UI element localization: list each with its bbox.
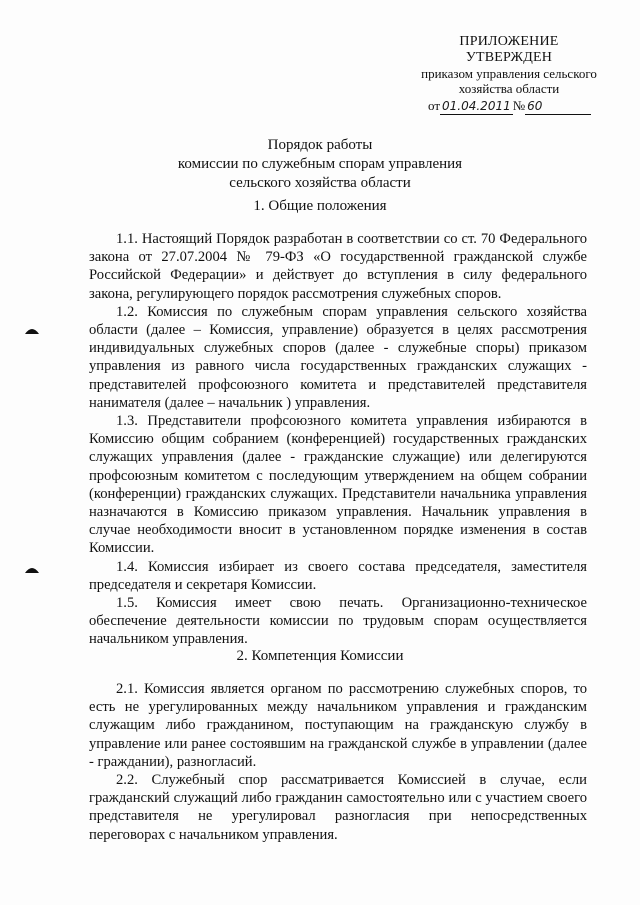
punch-hole-mark-lower	[25, 565, 39, 574]
approval-date-number	[404, 98, 614, 115]
section-2-body	[89, 680, 587, 844]
paragraph-1-4: 1.4. Комиссия избирает из своего состава председателя, заместителя председателя и секретаря Комиссии.	[89, 558, 587, 593]
section-1-heading: 1. Общие положения	[253, 198, 387, 214]
approval-status: УТВЕРЖДЕН	[465, 50, 553, 65]
approval-date-handwritten: 01.04.2011	[442, 99, 511, 113]
title-line-3: сельского хозяйства области	[229, 175, 411, 191]
punch-hole-mark-upper	[25, 326, 39, 335]
section-2-heading: 2. Компетенция Комиссии	[236, 648, 404, 664]
approval-department-line: хозяйства области	[458, 81, 560, 96]
title-line-2: комиссии по служебным спорам управления	[177, 156, 463, 172]
paragraph-2-2: 2.2. Служебный спор рассматривается Комиссией в случае, если гражданский служащий либо гражданин самостоятельно или с участием своего представителя не урегулировал разногласия при непосредственных переговорах с начальником управления.	[89, 772, 587, 843]
section-1-body	[89, 230, 587, 649]
paragraph-1-5: 1.5. Комиссия имеет свою печать. Организационно-техническое обеспечение деятельности комиссии по трудовым спорам осуществляется начальником управления.	[89, 595, 587, 648]
paragraph-1-1: 1.1. Настоящий Порядок разработан в соответствии со ст. 70 Федерального закона от 27.07.2004 № 79-ФЗ «О государственной гражданской службе Российской Федерации» и действует до вступления в силу федерального закона, регулирующего порядок рассмотрения служебных споров.	[89, 231, 587, 302]
approval-date-prefix: от	[428, 98, 441, 113]
document-title	[0, 136, 640, 193]
approval-order-line: приказом управления сельского	[421, 66, 597, 81]
paragraph-1-3: 1.3. Представители профсоюзного комитета управления избираются в Комиссию общим собранием (конференцией) государственных гражданских служащих управления (далее - гражданские служащие) или делегируются профсоюзным комитетом с последующим утверждением на общем собрании (конференции) гражданских служащих. Представители начальника управления назначаются в Комиссию приказом управления. Начальник управления в случае необходимости вносит в установленном порядке изменения в состав Комиссии.	[89, 413, 587, 557]
approval-heading: ПРИЛОЖЕНИЕ	[459, 34, 559, 49]
paragraph-1-2: 1.2. Комиссия по служебным спорам управления сельского хозяйства области (далее – Комиссия, управление) образуется в целях рассмотрения индивидуальных служебных споров (далее - служебные споры) приказом управления из равного числа государственных гражданских служащих - представителей профсоюзного комитета и представителей представителя нанимателя (далее – начальник ) управления.	[89, 303, 587, 411]
approval-stamp-block	[404, 34, 614, 115]
title-line-1: Порядок работы	[267, 137, 373, 153]
approval-number-handwritten: 60	[525, 99, 591, 115]
approval-number-prefix: №	[512, 98, 526, 113]
paragraph-2-1: 2.1. Комиссия является органом по рассмотрению служебных споров, то есть не урегулированных между начальником управления и гражданским служащим либо гражданином, поступающим на гражданскую службу в управление или ранее состоявшим на гражданской службе в управлении (далее - граждании), разногласий.	[89, 681, 587, 770]
